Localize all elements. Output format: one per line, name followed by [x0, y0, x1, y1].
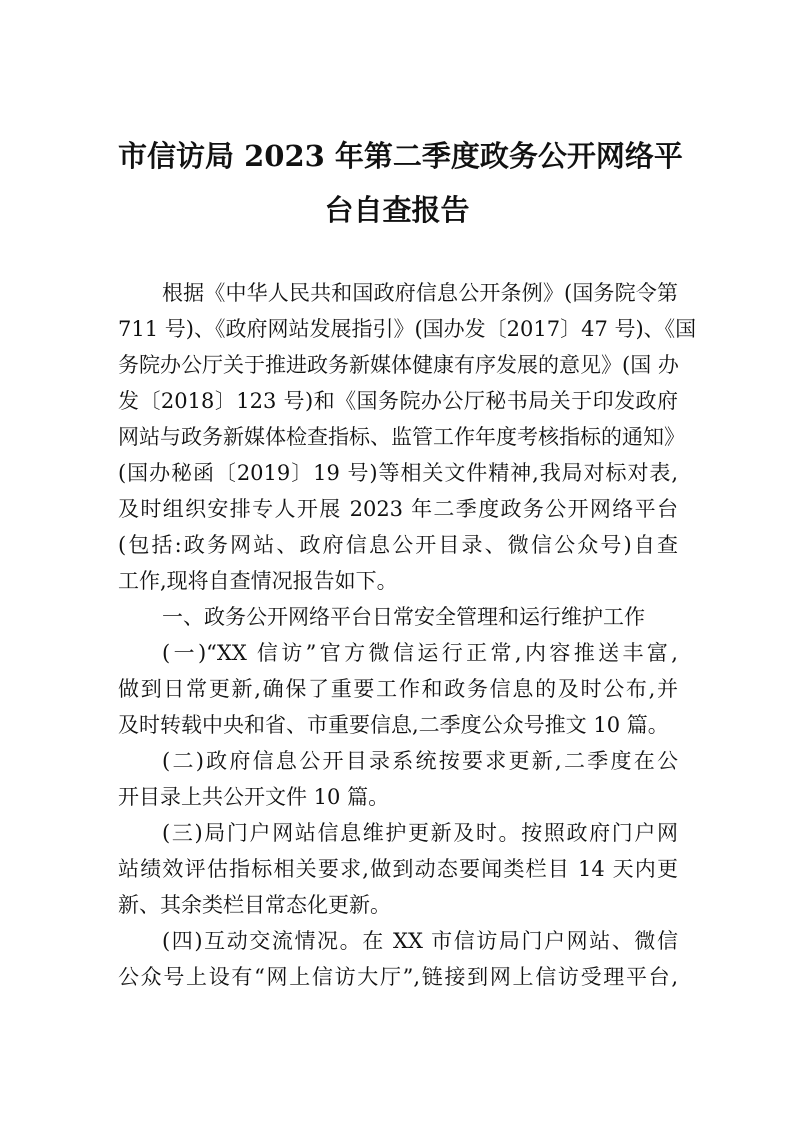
item-3-line-2: 站绩效评估指标相关要求,做到动态要闻类栏目 14 天内更 — [118, 857, 678, 881]
document-title-line-2: 台自查报告 — [324, 193, 470, 227]
item-4-line-2: 公众号上设有“网上信访大厅”,链接到网上信访受理平台, — [118, 965, 678, 989]
paragraph-1-line-6: (国办秘函〔2019〕19 号)等相关文件精神,我局对标对表, — [118, 461, 678, 485]
item-2-line-2: 开目录上共公开文件 10 篇。 — [118, 785, 390, 809]
paragraph-1-line-5: 网站与政务新媒体检查指标、监管工作年度考核指标的通知》 — [118, 425, 685, 449]
item-4-line-1: (四)互动交流情况。在 XX 市信访局门户网站、微信 — [162, 929, 678, 953]
item-1-line-1: (一)“XX 信访”官方微信运行正常,内容推送丰富, — [162, 641, 678, 665]
section-heading-1: 一、政务公开网络平台日常安全管理和运行维护工作 — [162, 605, 645, 629]
item-1-line-3: 及时转载中央和省、市重要信息,二季度公众号推文 10 篇。 — [118, 713, 669, 737]
item-1-line-2: 做到日常更新,确保了重要工作和政务信息的及时公布,并 — [118, 677, 678, 701]
paragraph-1-line-1: 根据《中华人民共和国政府信息公开条例》(国务院令第 — [162, 281, 678, 305]
paragraph-1-line-3: 务院办公厅关于推进政务新媒体健康有序发展的意见》(国 办 — [118, 353, 679, 377]
paragraph-1-line-7: 及时组织安排专人开展 2023 年二季度政务公开网络平台 — [118, 497, 678, 521]
item-3-line-1: (三)局门户网站信息维护更新及时。按照政府门户网 — [162, 821, 678, 845]
paragraph-1-line-2: 711 号)、《政府网站发展指引》(国办发〔2017〕47 号)、《国 — [118, 317, 697, 341]
paragraph-1-line-8: (包括:政务网站、政府信息公开目录、微信公众号)自查 — [118, 533, 678, 557]
document-title-line-1: 市信访局 2023 年第二季度政务公开网络平 — [118, 139, 683, 173]
paragraph-1-line-9: 工作,现将自查情况报告如下。 — [118, 569, 398, 593]
item-3-line-3: 新、其余类栏目常态化更新。 — [118, 893, 391, 917]
paragraph-1-line-4: 发〔2018〕123 号)和《国务院办公厅秘书局关于印发政府 — [118, 389, 678, 413]
item-2-line-1: (二)政府信息公开目录系统按要求更新,二季度在公 — [162, 749, 678, 773]
